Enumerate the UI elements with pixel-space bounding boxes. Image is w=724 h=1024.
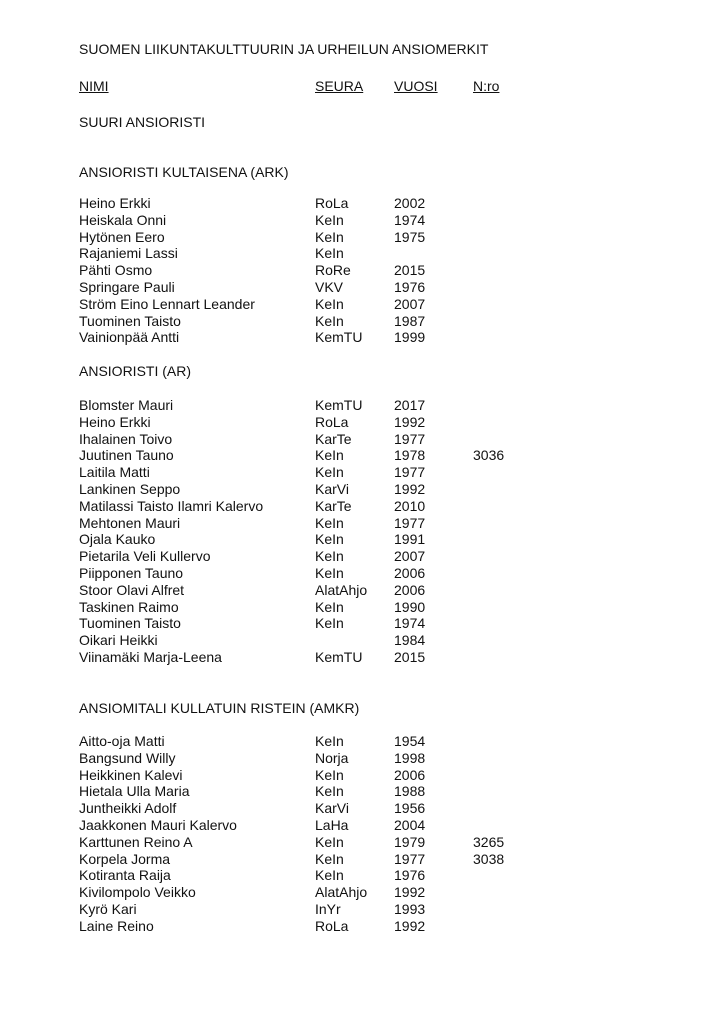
table-row <box>0 632 724 649</box>
cell-vuosi: 2015 <box>394 649 426 665</box>
cell-seura: KeIn <box>315 850 344 867</box>
cell-seura: KeIn <box>315 514 344 531</box>
section-title-ar: ANSIORISTI (AR) <box>79 363 192 379</box>
table-row <box>0 901 724 918</box>
table-row <box>0 313 724 330</box>
cell-seura: RoRe <box>315 262 351 279</box>
table-row <box>0 767 724 784</box>
cell-name: Ihalainen Toivo <box>79 430 173 447</box>
table-row <box>0 817 724 834</box>
table-row <box>0 447 724 464</box>
table-row <box>0 229 724 246</box>
cell-name: Blomster Mauri <box>79 397 174 413</box>
table-row <box>0 414 724 431</box>
cell-vuosi: 2007 <box>394 295 426 312</box>
cell-name: Viinamäki Marja-Leena <box>79 649 222 665</box>
cell-seura: RoLa <box>315 917 349 934</box>
cell-name: Rajaniemi Lassi <box>79 245 178 262</box>
table-row <box>0 262 724 279</box>
cell-seura: RoLa <box>315 195 349 211</box>
cell-vuosi: 1974 <box>394 211 426 228</box>
cell-vuosi: 1976 <box>394 867 426 884</box>
document-title: SUOMEN LIIKUNTAKULTTUURIN JA URHEILUN ANSIOMERKIT <box>79 41 489 57</box>
cell-seura: KeIn <box>315 211 344 228</box>
cell-seura: KemTU <box>315 329 363 346</box>
cell-name: Hytönen Eero <box>79 228 165 245</box>
cell-name: Pietarila Veli Kullervo <box>79 548 211 565</box>
cell-vuosi: 1992 <box>394 413 426 430</box>
table-row <box>0 279 724 296</box>
table-row <box>0 582 724 599</box>
table-row <box>0 800 724 817</box>
cell-name: Springare Pauli <box>79 279 175 295</box>
cell-vuosi: 2010 <box>394 497 426 514</box>
table-row <box>0 867 724 884</box>
cell-seura: KeIn <box>315 245 344 262</box>
cell-seura: KeIn <box>315 733 344 749</box>
table-row <box>0 884 724 901</box>
table-row <box>0 245 724 262</box>
cell-vuosi: 2006 <box>394 581 426 598</box>
cell-vuosi: 1987 <box>394 312 426 329</box>
table-row <box>0 649 724 666</box>
column-header-vuosi: VUOSI <box>394 78 438 94</box>
cell-seura: KeIn <box>315 615 344 632</box>
table-row <box>0 783 724 800</box>
cell-name: Laine Reino <box>79 917 154 934</box>
cell-vuosi: 1992 <box>394 884 426 901</box>
cell-vuosi: 2006 <box>394 565 426 581</box>
cell-name: Taskinen Raimo <box>79 598 179 615</box>
cell-seura: KeIn <box>315 548 344 565</box>
cell-seura: KeIn <box>315 464 344 481</box>
cell-vuosi: 1977 <box>394 430 426 447</box>
cell-name: Stoor Olavi Alfret <box>79 581 185 598</box>
cell-seura: KeIn <box>315 766 344 783</box>
cell-seura: KeIn <box>315 228 344 245</box>
cell-vuosi: 1988 <box>394 783 426 800</box>
cell-name: Pähti Osmo <box>79 262 153 279</box>
cell-name: Tuominen Taisto <box>79 312 181 329</box>
cell-seura: KeIn <box>315 598 344 615</box>
cell-seura: KemTU <box>315 649 363 665</box>
table-row <box>0 329 724 346</box>
cell-name: Hietala Ulla Maria <box>79 783 190 800</box>
cell-name: Lankinen Seppo <box>79 481 181 497</box>
column-header-nro: N:ro <box>473 78 500 94</box>
section-title-amkr: ANSIOMITALI KULLATUIN RISTEIN (AMKR) <box>79 700 360 716</box>
cell-vuosi: 1998 <box>394 749 426 766</box>
table-row <box>0 531 724 548</box>
table-row <box>0 565 724 582</box>
cell-vuosi: 1993 <box>394 901 426 917</box>
cell-vuosi: 1977 <box>394 464 426 481</box>
cell-vuosi: 1977 <box>394 514 426 531</box>
table-row <box>0 515 724 532</box>
cell-name: Aitto-oja Matti <box>79 733 165 749</box>
cell-vuosi: 1956 <box>394 800 426 817</box>
cell-vuosi: 2002 <box>394 195 426 211</box>
table-row <box>0 498 724 515</box>
cell-name: Vainionpää Antti <box>79 329 180 346</box>
cell-name: Ojala Kauko <box>79 531 156 548</box>
cell-name: Kivilompolo Veikko <box>79 884 196 901</box>
cell-seura: KemTU <box>315 397 363 413</box>
cell-vuosi: 1974 <box>394 615 426 632</box>
cell-seura: LaHa <box>315 817 349 833</box>
cell-seura: RoLa <box>315 413 349 430</box>
section-title-ark: ANSIORISTI KULTAISENA (ARK) <box>79 164 289 180</box>
cell-name: Karttunen Reino A <box>79 833 193 850</box>
cell-seura: KeIn <box>315 312 344 329</box>
cell-name: Mehtonen Mauri <box>79 514 181 531</box>
cell-vuosi: 2004 <box>394 817 426 833</box>
cell-name: Jaakkonen Mauri Kalervo <box>79 817 237 833</box>
table-row <box>0 296 724 313</box>
cell-seura: KeIn <box>315 867 344 884</box>
cell-vuosi: 1991 <box>394 531 426 548</box>
cell-seura: KeIn <box>315 565 344 581</box>
cell-name: Heino Erkki <box>79 413 151 430</box>
cell-vuosi: 1977 <box>394 850 426 867</box>
cell-vuosi: 2015 <box>394 262 426 279</box>
cell-seura: AlatAhjo <box>315 884 368 901</box>
cell-vuosi: 1992 <box>394 481 426 497</box>
cell-name: Bangsund Willy <box>79 749 176 766</box>
cell-seura: KeIn <box>315 783 344 800</box>
cell-vuosi: 1978 <box>394 447 426 464</box>
cell-seura: KarTe <box>315 497 352 514</box>
cell-seura: Norja <box>315 749 349 766</box>
cell-name: Juntheikki Adolf <box>79 800 177 817</box>
cell-name: Kotiranta Raija <box>79 867 171 884</box>
cell-nro: 3265 <box>473 833 505 850</box>
cell-name: Oikari Heikki <box>79 632 158 649</box>
section-title-suuri-ansioristi: SUURI ANSIORISTI <box>79 114 206 130</box>
cell-vuosi: 1954 <box>394 733 426 749</box>
cell-vuosi: 1992 <box>394 917 426 934</box>
cell-vuosi: 1975 <box>394 228 426 245</box>
table-row <box>0 431 724 448</box>
cell-seura: KeIn <box>315 447 344 464</box>
cell-vuosi: 2006 <box>394 766 426 783</box>
cell-seura: KarVi <box>315 481 349 497</box>
cell-vuosi: 2017 <box>394 397 426 413</box>
cell-vuosi: 1999 <box>394 329 426 346</box>
table-row <box>0 733 724 750</box>
cell-vuosi: 2007 <box>394 548 426 565</box>
cell-seura: KeIn <box>315 833 344 850</box>
table-row <box>0 464 724 481</box>
table-row <box>0 918 724 935</box>
cell-name: Tuominen Taisto <box>79 615 181 632</box>
cell-seura: KeIn <box>315 531 344 548</box>
cell-seura: KeIn <box>315 295 344 312</box>
table-row <box>0 851 724 868</box>
cell-seura: InYr <box>315 901 341 917</box>
cell-seura: KarVi <box>315 800 349 817</box>
table-row <box>0 195 724 212</box>
table-row <box>0 599 724 616</box>
cell-name: Matilassi Taisto Ilamri Kalervo <box>79 497 264 514</box>
column-header-seura: SEURA <box>315 78 364 94</box>
cell-name: Heikkinen Kalevi <box>79 766 183 783</box>
cell-vuosi: 1976 <box>394 279 426 295</box>
table-row <box>0 834 724 851</box>
table-row <box>0 397 724 414</box>
cell-name: Piipponen Tauno <box>79 565 184 581</box>
cell-nro: 3036 <box>473 447 505 464</box>
cell-name: Laitila Matti <box>79 464 150 481</box>
cell-name: Juutinen Tauno <box>79 447 174 464</box>
table-row <box>0 750 724 767</box>
table-row <box>0 548 724 565</box>
cell-vuosi: 1979 <box>394 833 426 850</box>
table-row <box>0 615 724 632</box>
cell-vuosi: 1990 <box>394 598 426 615</box>
cell-name: Korpela Jorma <box>79 850 171 867</box>
cell-name: Heiskala Onni <box>79 211 167 228</box>
cell-name: Ström Eino Lennart Leander <box>79 295 255 312</box>
cell-vuosi: 1984 <box>394 632 426 649</box>
cell-seura: VKV <box>315 279 344 295</box>
cell-name: Heino Erkki <box>79 195 151 211</box>
column-header-name: NIMI <box>79 78 109 94</box>
cell-name: Kyrö Kari <box>79 901 137 917</box>
cell-nro: 3038 <box>473 850 505 867</box>
cell-seura: KarTe <box>315 430 352 447</box>
table-row <box>0 212 724 229</box>
table-row <box>0 481 724 498</box>
cell-seura: AlatAhjo <box>315 581 368 598</box>
